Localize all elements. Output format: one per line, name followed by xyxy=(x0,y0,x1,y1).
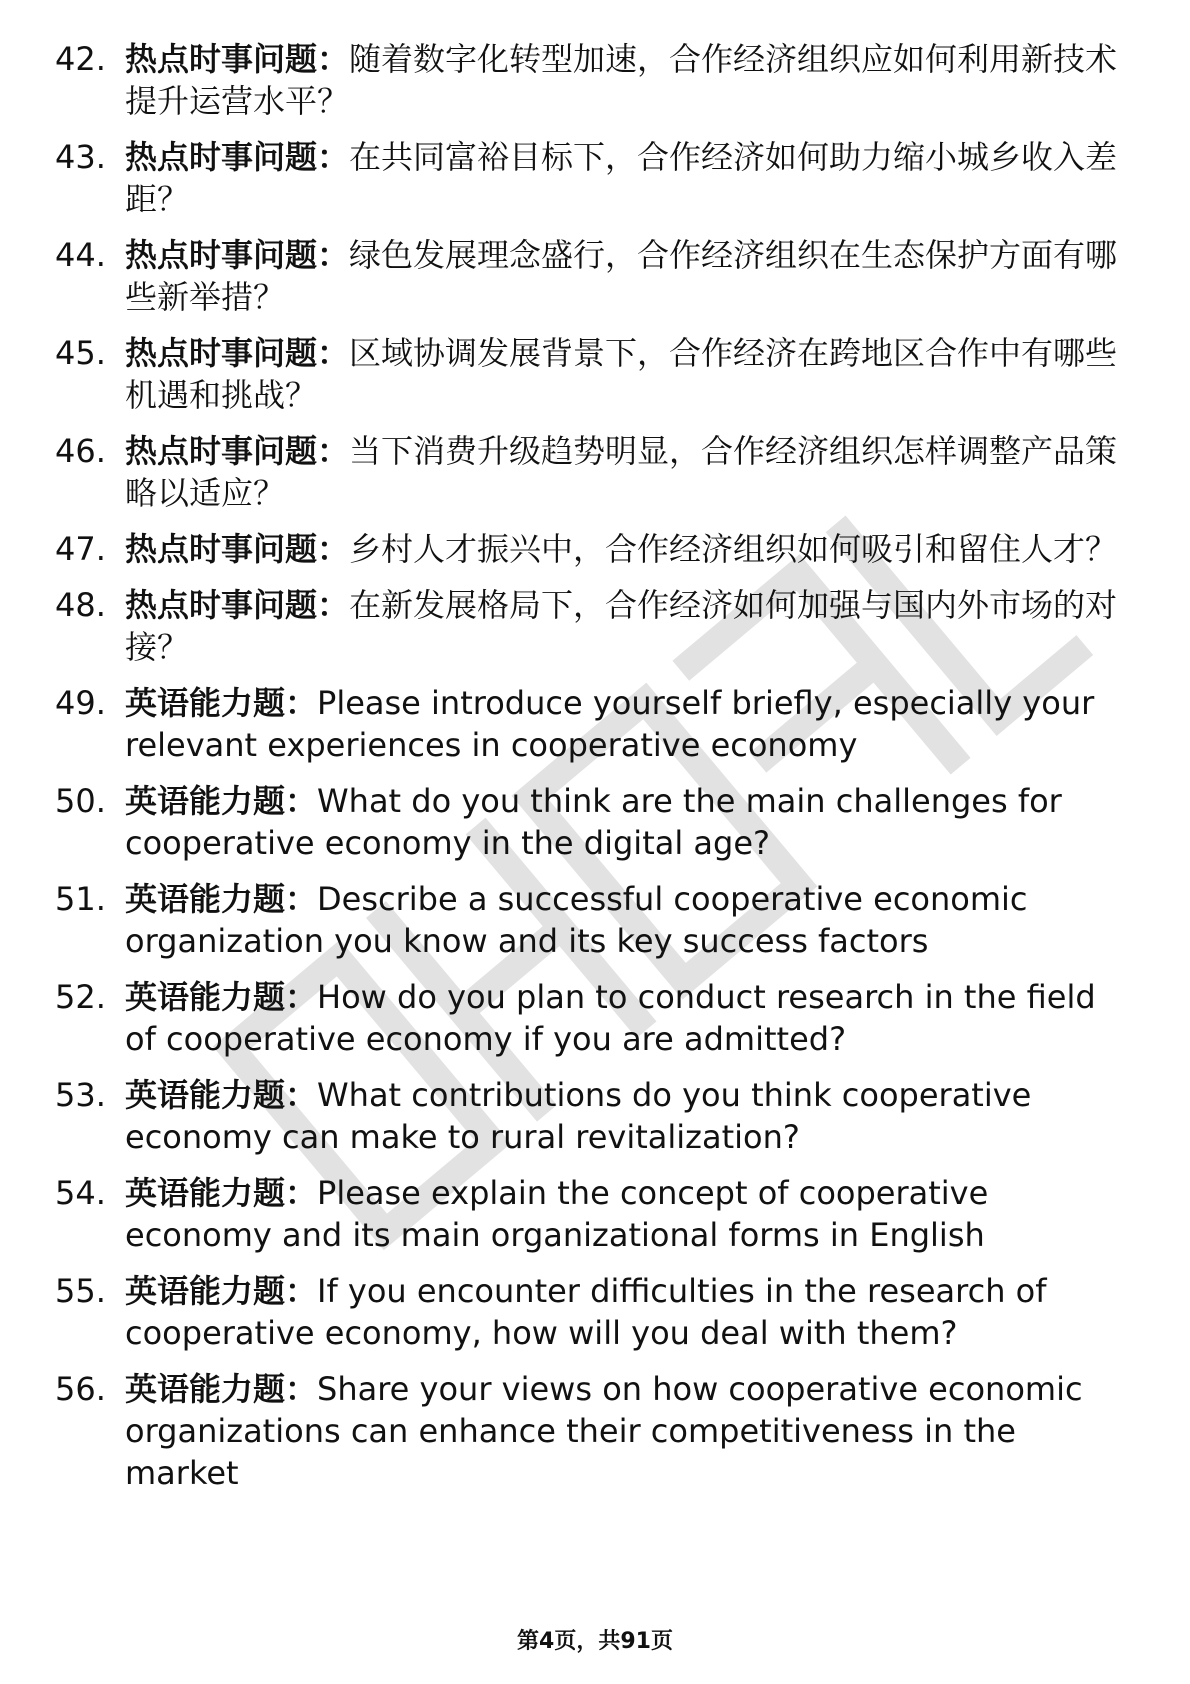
question-text: What do you think are the main challenges for cooperative economy in the digital age? xyxy=(125,782,1062,862)
question-text: Please introduce yourself briefly, especially your relevant experiences in cooperative economy xyxy=(125,684,1095,764)
question-item xyxy=(0,1172,1190,1256)
question-item xyxy=(0,430,1190,514)
question-text: 乡村人才振兴中，合作经济组织如何吸引和留住人才？ xyxy=(349,530,1118,568)
question-number: 53. xyxy=(55,1076,106,1114)
question-category: 热点时事问题： xyxy=(125,40,350,78)
question-item xyxy=(0,1074,1190,1158)
question-category: 英语能力题： xyxy=(125,1076,318,1114)
question-category: 热点时事问题： xyxy=(125,530,350,568)
question-item xyxy=(0,682,1190,766)
question-category: 英语能力题： xyxy=(125,978,318,1016)
question-item xyxy=(0,976,1190,1060)
question-category: 英语能力题： xyxy=(125,1272,318,1310)
question-category: 热点时事问题： xyxy=(125,432,350,470)
question-category: 英语能力题： xyxy=(125,880,318,918)
question-category: 英语能力题： xyxy=(125,782,318,820)
question-text: Share your views on how cooperative economic organizations can enhance their competitiveness in the market xyxy=(125,1370,1083,1492)
question-item xyxy=(0,1368,1190,1494)
page-footer: 第4页，共91页 xyxy=(517,1629,673,1654)
question-item xyxy=(0,38,1190,122)
question-item xyxy=(0,234,1190,318)
question-text: 绿色发展理念盛行，合作经济组织在生态保护方面有哪些新举措？ xyxy=(125,236,1118,316)
question-number: 50. xyxy=(55,782,106,820)
question-category: 英语能力题： xyxy=(125,1174,318,1212)
question-text: 随着数字化转型加速，合作经济组织应如何利用新技术提升运营水平？ xyxy=(125,40,1118,120)
question-number: 43. xyxy=(55,138,106,176)
question-text: How do you plan to conduct research in the field of cooperative economy if you are admitted? xyxy=(125,978,1096,1058)
question-number: 56. xyxy=(55,1370,106,1408)
question-list xyxy=(0,38,1190,1508)
question-category: 热点时事问题： xyxy=(125,138,350,176)
question-number: 52. xyxy=(55,978,106,1016)
question-category: 热点时事问题： xyxy=(125,586,350,624)
question-number: 45. xyxy=(55,334,106,372)
question-item xyxy=(0,780,1190,864)
question-category: 英语能力题： xyxy=(125,1370,318,1408)
question-number: 44. xyxy=(55,236,106,274)
question-number: 54. xyxy=(55,1174,106,1212)
question-number: 46. xyxy=(55,432,106,470)
question-number: 47. xyxy=(55,530,106,568)
question-category: 热点时事问题： xyxy=(125,236,350,274)
question-item xyxy=(0,878,1190,962)
question-text: 当下消费升级趋势明显，合作经济组织怎样调整产品策略以适应？ xyxy=(125,432,1118,512)
question-number: 48. xyxy=(55,586,106,624)
question-category: 英语能力题： xyxy=(125,684,318,722)
question-number: 51. xyxy=(55,880,106,918)
question-text: 在共同富裕目标下，合作经济如何助力缩小城乡收入差距？ xyxy=(125,138,1118,218)
question-text: 在新发展格局下，合作经济如何加强与国内外市场的对接？ xyxy=(125,586,1118,666)
question-item xyxy=(0,584,1190,668)
question-item xyxy=(0,332,1190,416)
question-text: If you encounter difficulties in the research of cooperative economy, how will you deal with them? xyxy=(125,1272,1047,1352)
question-item xyxy=(0,1270,1190,1354)
question-text: Please explain the concept of cooperative economy and its main organizational forms in English xyxy=(125,1174,989,1254)
question-text: 区域协调发展背景下，合作经济在跨地区合作中有哪些机遇和挑战？ xyxy=(125,334,1118,414)
question-item xyxy=(0,136,1190,220)
question-number: 42. xyxy=(55,40,106,78)
question-item xyxy=(0,528,1190,570)
question-category: 热点时事问题： xyxy=(125,334,350,372)
question-number: 49. xyxy=(55,684,106,722)
question-number: 55. xyxy=(55,1272,106,1310)
question-text: What contributions do you think cooperative economy can make to rural revitalization? xyxy=(125,1076,1032,1156)
question-text: Describe a successful cooperative economic organization you know and its key success factors xyxy=(125,880,1028,960)
